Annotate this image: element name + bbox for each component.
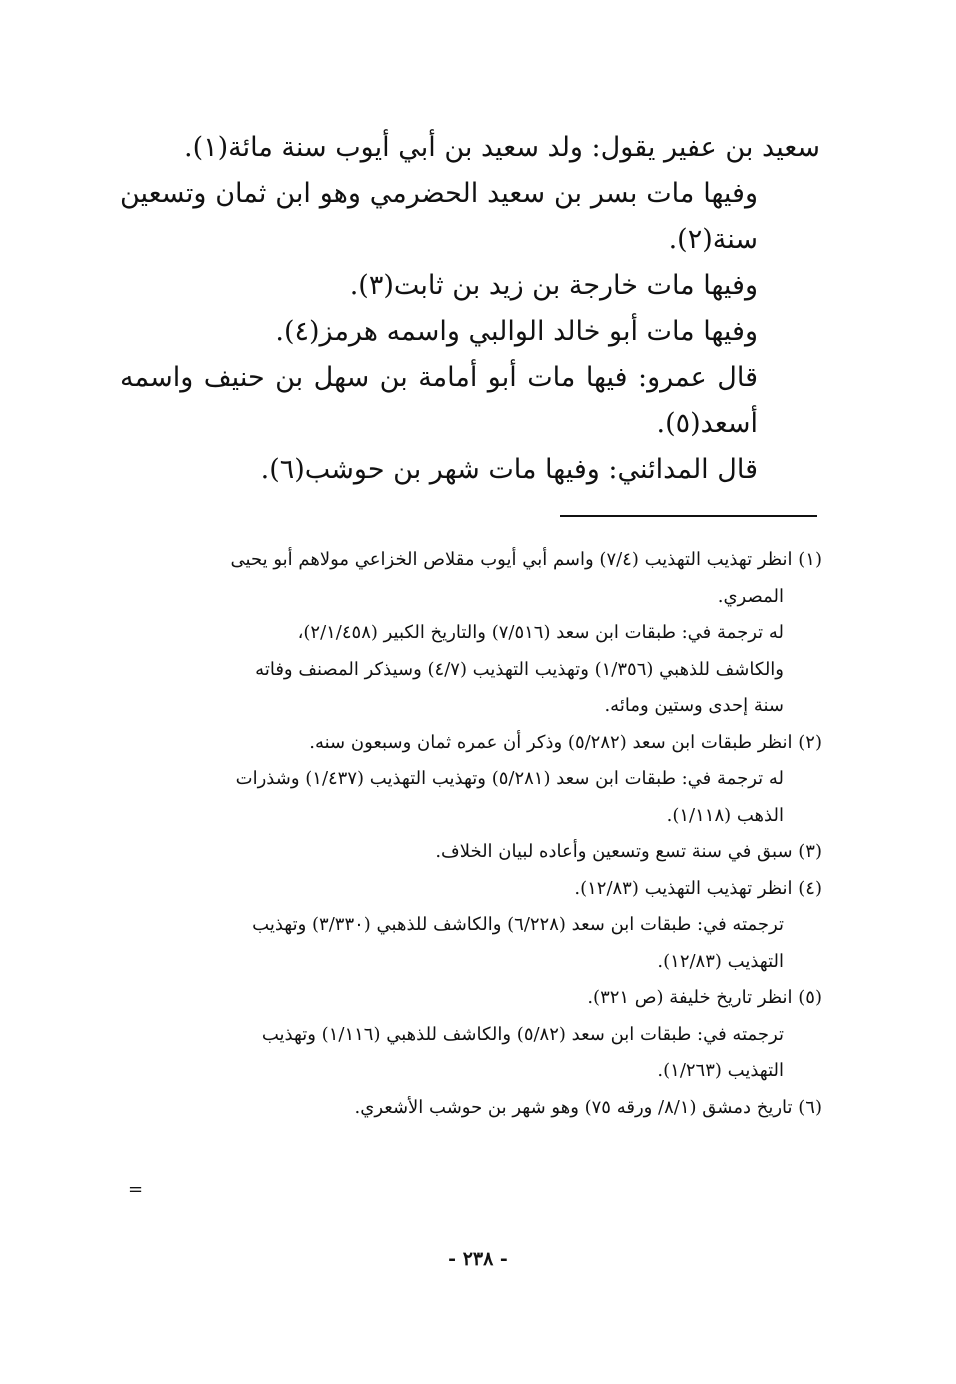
footnote-5-line-1: (٥) انظر تاريخ خليفة (ص ٣٢١). [587,987,822,1008]
footnote-5-line-3: التهذيب (١/٢٦٣). [657,1060,784,1081]
footnote-6: (٦) تاريخ دمشق (٨/١/ ورقه ٧٥) وهو شهر بن حوشب الأشعري. [354,1096,822,1118]
page-number: - ٢٣٨ - [448,1248,508,1270]
text-line-4: وفيها مات أبو خالد الوالبي واسمه هرمز(٤). [275,316,758,347]
text-line-3: وفيها مات خارجة بن زيد بن ثابت(٣). [349,270,758,301]
main-text [120,125,820,493]
footnote-4-line-3: التهذيب (١٢/٨٣). [657,950,784,972]
footnote-separator [560,515,817,517]
footnote-1-line-2: المصري. [717,585,784,607]
footnote-2-line-2: له ترجمة في: طبقات ابن سعد (٥/٢٨١) وتهذيب التهذيب (١/٤٣٧) وشذرات [235,768,784,789]
footnote-1-line-5: سنة إحدى وستين ومائه. [604,695,784,716]
footnote-1-line-3: له ترجمة في: طبقات ابن سعد (٧/٥١٦) والتاريخ الكبير (٢/١/٤٥٨)، [297,622,784,643]
footnote-1-line-1: (١) انظر تهذيب التهذيب (٧/٤) واسم أبي أيوب مقلاص الخزاعي مولاهم أبو يحيى [230,549,822,570]
footnote-1-line-4: والكاشف للذهبي (١/٣٥٦) وتهذيب التهذيب (٤/٧) وسيذكر المصنف وفاته [255,658,784,680]
footnote-4-line-1: (٤) انظر تهذيب التهذيب (١٢/٨٣). [574,877,822,899]
text-line-1: سعيد بن عفير يقول: ولد سعيد بن أبي أيوب سنة مائة(١). [184,132,820,163]
footnote-2-line-3: الذهب (١/١١٨). [666,804,784,826]
text-line-5: قال عمرو: فيها مات أبو أمامة بن سهل بن حنيف واسمه أسعد(٥). [120,362,758,439]
text-line-6: قال المدائني: وفيها مات شهر بن حوشب(٦). [260,454,758,485]
continuation-mark: = [128,1179,144,1200]
footnote-2-line-1: (٢) انظر طبقات ابن سعد (٥/٢٨٢) وذكر أن عمره ثمان وسبعون سنه. [309,731,822,753]
footnote-5-line-2: ترجمته في: طبقات ابن سعد (٥/٨٢) والكاشف للذهبي (١/١١٦) وتهذيب [261,1023,784,1045]
footnotes [120,542,822,1126]
text-line-2: وفيها مات بسر بن سعيد الحضرمي وهو ابن ثمان وتسعين سنة(٢). [120,178,758,255]
footnote-3: (٣) سبق في سنة تسع وتسعين وأعاده لبيان الخلاف. [435,841,822,862]
footnote-4-line-2: ترجمته في: طبقات ابن سعد (٦/٢٢٨) والكاشف للذهبي (٣/٣٣٠) وتهذيب [252,914,784,935]
